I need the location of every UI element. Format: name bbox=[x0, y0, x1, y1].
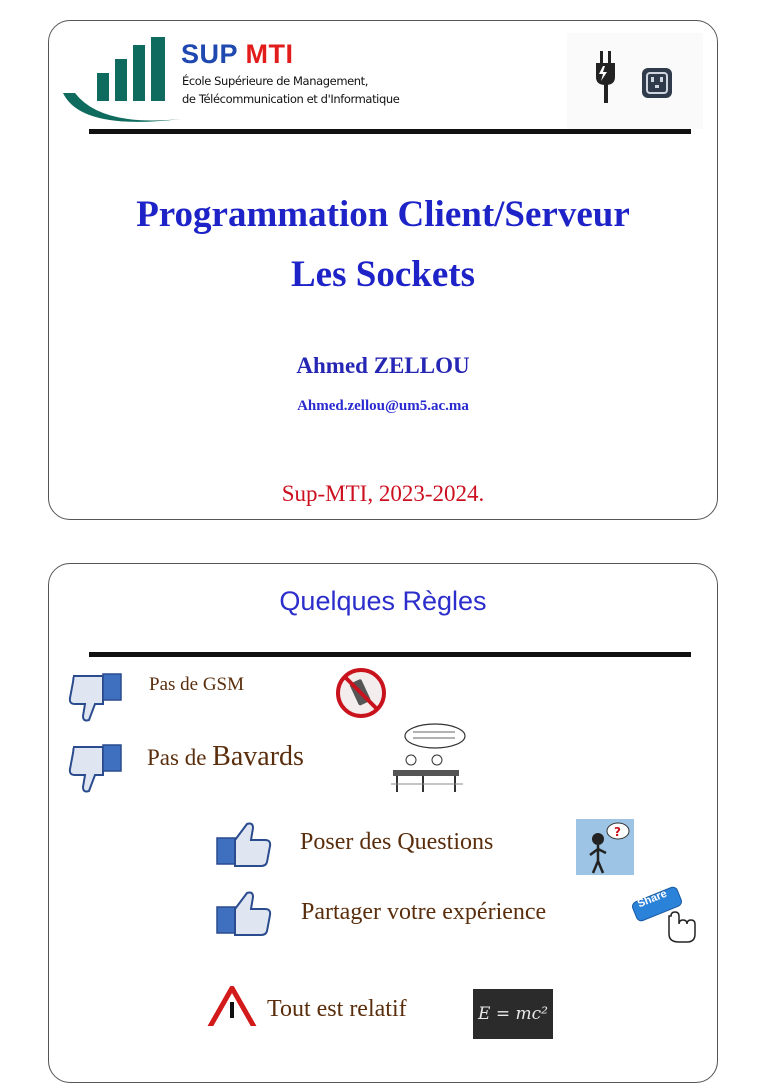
rule-everything-relative: Tout est relatif bbox=[267, 996, 407, 1022]
title-slide bbox=[48, 20, 718, 520]
svg-text:?: ? bbox=[614, 825, 621, 839]
logo-subtitle-line2: de Télécommunication et d'Informatique bbox=[182, 92, 400, 106]
academic-year: Sup-MTI, 2023-2024. bbox=[281, 481, 485, 506]
no-phone-icon bbox=[335, 667, 387, 719]
logo-brand bbox=[181, 39, 294, 70]
rules-slide bbox=[48, 563, 718, 1083]
share-button-image bbox=[629, 886, 703, 946]
warning-icon bbox=[205, 986, 259, 1026]
plug-socket-image bbox=[567, 33, 703, 129]
rule-ask-questions: Poser des Questions bbox=[300, 829, 494, 855]
logo-sup-text: SUP bbox=[181, 39, 238, 69]
rule-no-chatting-prefix: Pas de bbox=[147, 745, 213, 770]
thumbs-down-icon bbox=[65, 739, 125, 793]
einstein-formula: E = mc² bbox=[473, 989, 553, 1039]
chatting-students-icon bbox=[383, 722, 469, 796]
title-divider bbox=[89, 652, 691, 657]
thumbs-up-icon bbox=[213, 887, 275, 939]
logo-bars-icon bbox=[61, 31, 181, 131]
question-person-icon bbox=[576, 819, 634, 875]
logo-subtitle-line1: École Supérieure de Management, bbox=[182, 74, 369, 88]
plug-icon bbox=[567, 33, 703, 129]
presentation-title-line1: Programmation Client/Serveur bbox=[136, 194, 630, 235]
presentation-title-line2: Les Sockets bbox=[291, 254, 475, 295]
socket-icon bbox=[639, 65, 679, 105]
rule-no-chatting-emphasis: Bavards bbox=[212, 741, 304, 772]
thumbs-down-icon bbox=[65, 668, 125, 722]
logo-mti-text: MTI bbox=[245, 39, 294, 69]
author-email: Ahmed.zellou@um5.ac.ma bbox=[297, 398, 469, 414]
rule-no-phone: Pas de GSM bbox=[149, 674, 245, 695]
thumbs-up-icon bbox=[213, 818, 275, 870]
author-name: Ahmed ZELLOU bbox=[296, 353, 470, 378]
rule-share-experience: Partager votre expérience bbox=[301, 899, 547, 925]
share-label: Share bbox=[635, 887, 669, 911]
header-divider bbox=[89, 129, 691, 134]
sup-mti-logo bbox=[61, 31, 400, 131]
rule-no-chatting bbox=[147, 741, 304, 773]
slide-title: Quelques Règles bbox=[279, 586, 487, 616]
